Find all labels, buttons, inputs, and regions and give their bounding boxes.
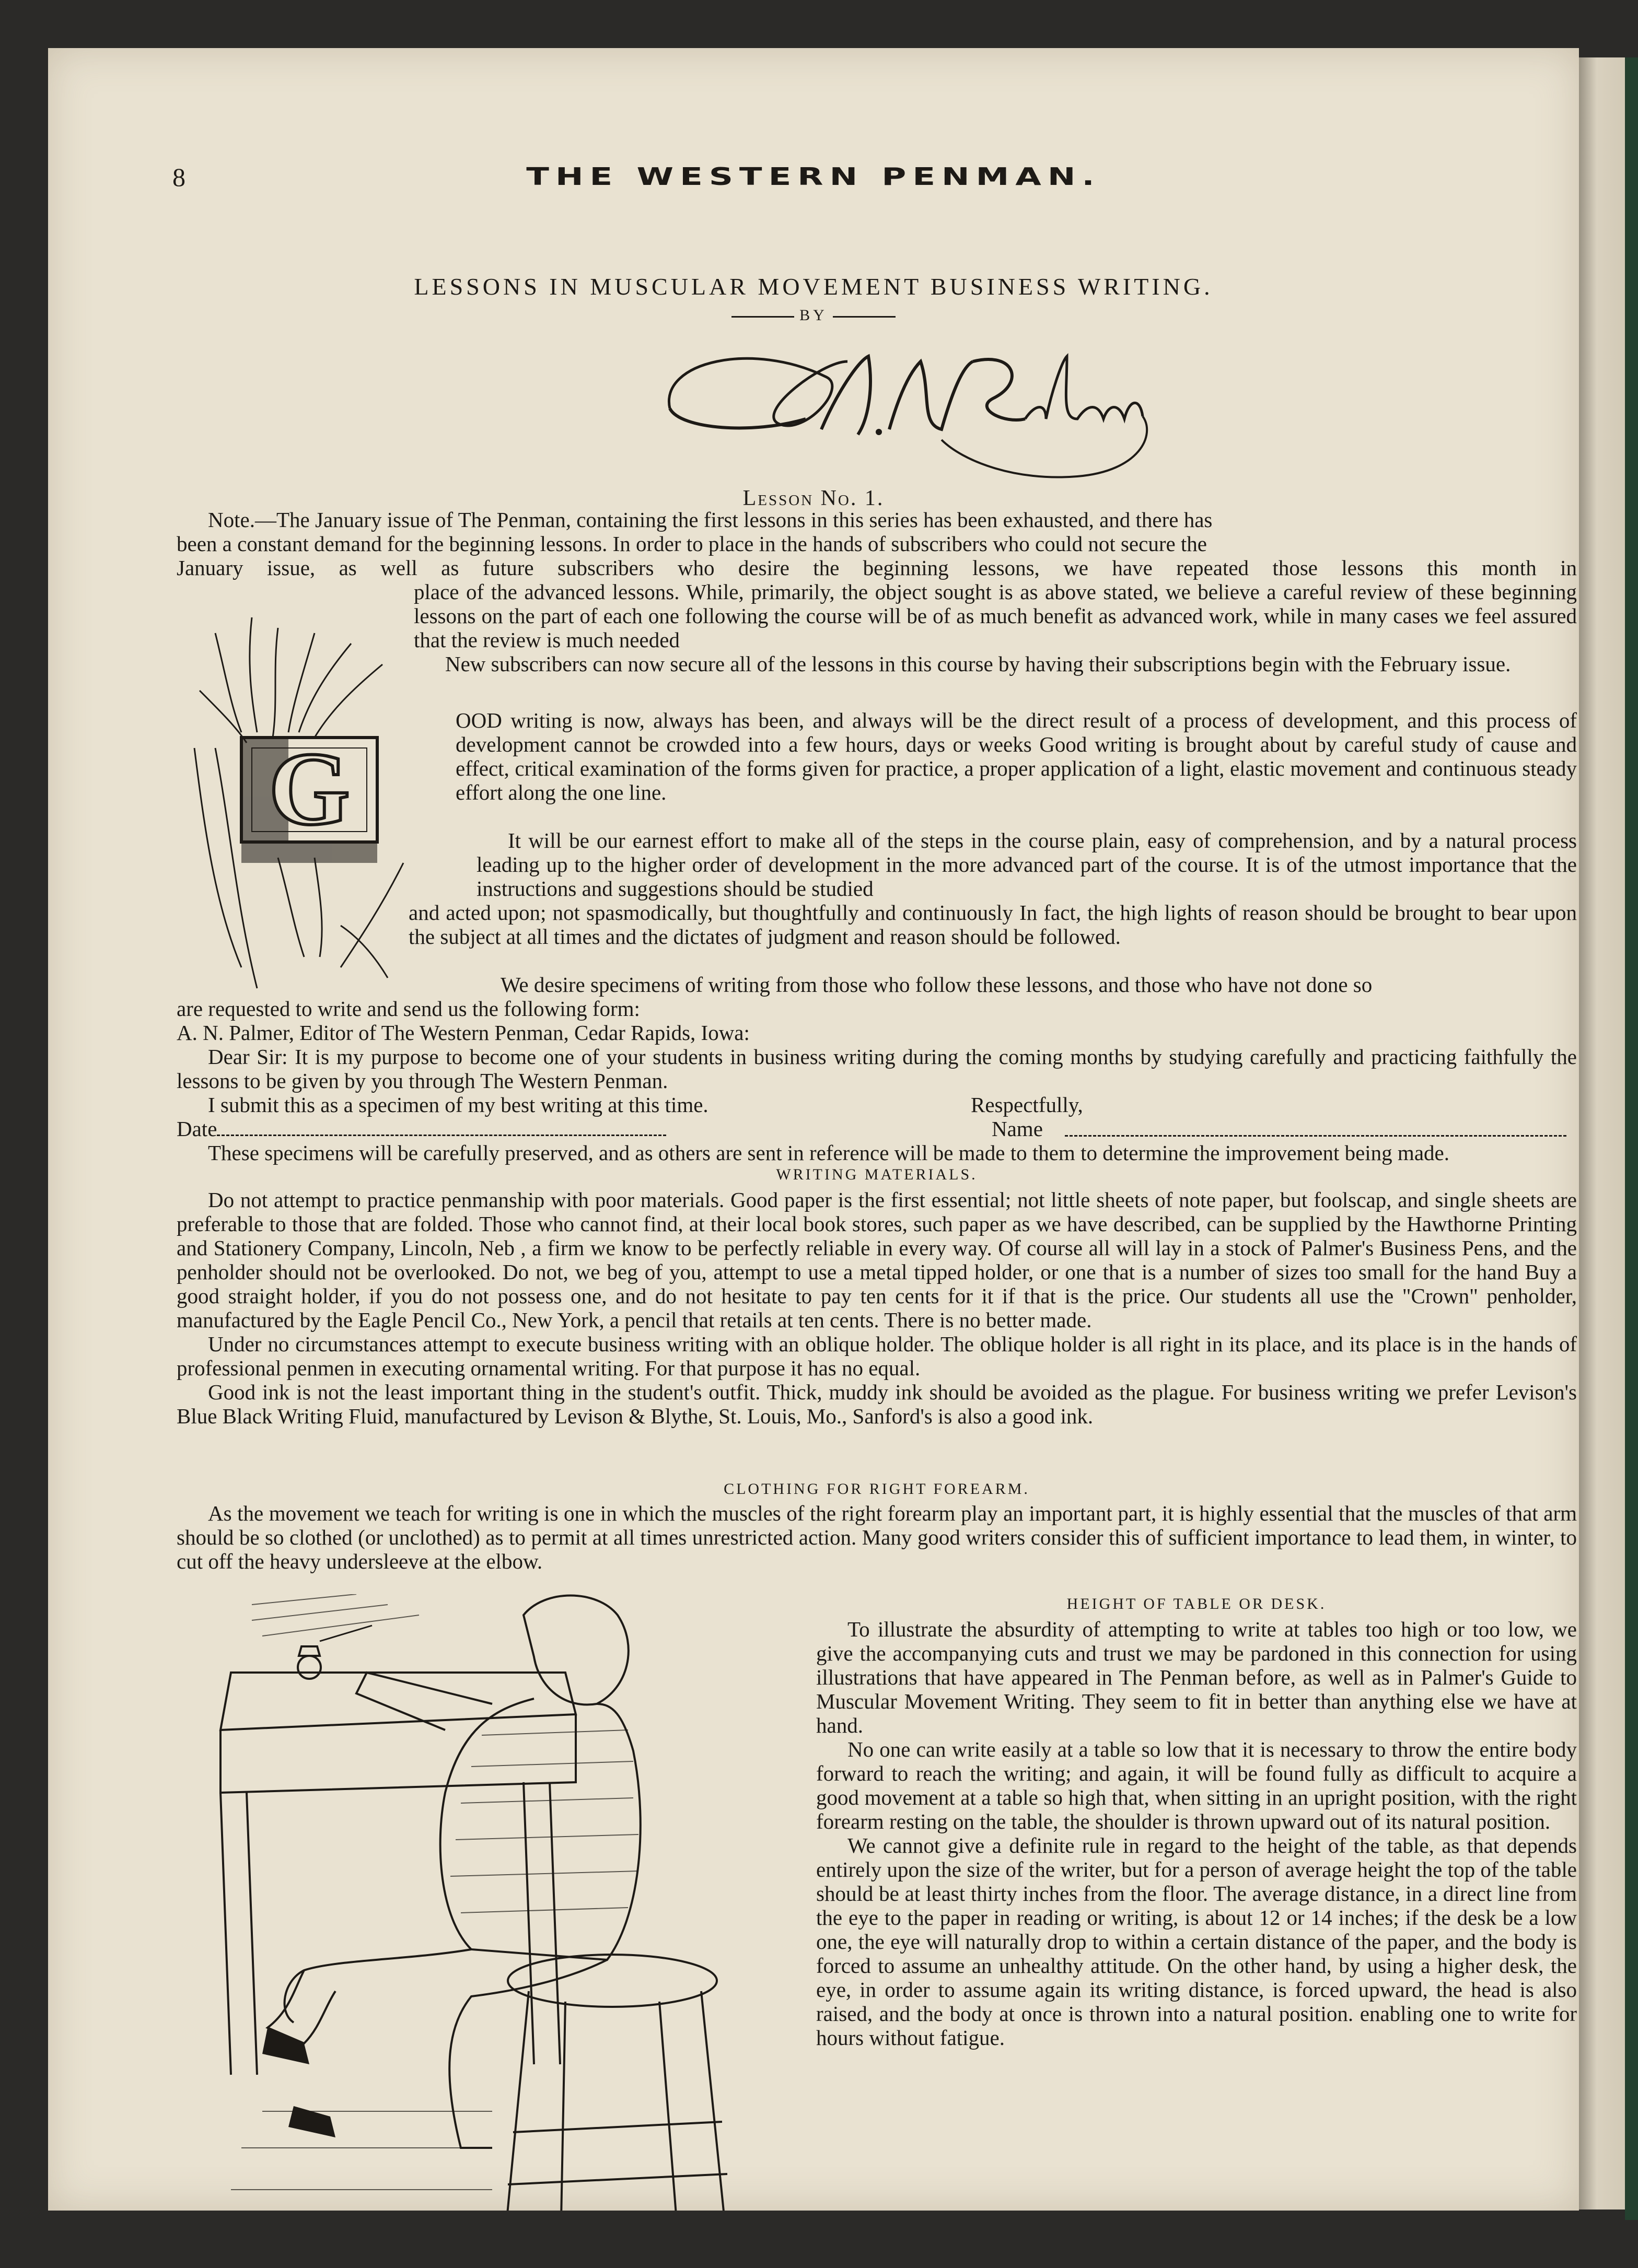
note-paragraph <box>177 508 1577 580</box>
request-line-1: We desire specimens of writing from those who follow these lessons, and those who have not done so <box>501 973 1373 997</box>
note-line-1: Note.—The January issue of The Penman, containing the first lessons in this series has been exhausted, and there has <box>208 508 1213 532</box>
form-respectfully: Respectfully, <box>971 1093 1083 1117</box>
form-submit-text: I submit this as a specimen of my best writing at this time. <box>208 1093 708 1117</box>
clothing-section <box>177 1501 1577 1573</box>
height-paragraph-3: We cannot give a definite rule in regard to the height of the table, as that depends entirely upon the size of the writer, but for a person of average height the top of the table should be at least thirty inches from the floor. The average distance, in a direct line from the eye to the paper in reading or writing, is about 12 or 14 inches; if the desk be a low one, the eye will naturally drop to within a certain distance of the paper, and the body is forced to assume an unhealthy attitude. On the other hand, by using a higher desk, the eye, in order to assume again its writing distance, is forced upward, the head is also raised, and the body at once is thrown into a natural position. enabling one to write for hours without fatigue. <box>816 1833 1577 2050</box>
note-wrapped-text <box>414 580 1577 676</box>
ornamental-initial-letter: G <box>269 731 350 847</box>
book-cover-edge <box>1625 57 1638 2220</box>
writing-materials-section <box>177 1188 1577 1428</box>
specimen-form-section <box>177 973 1577 1165</box>
byline <box>48 307 1579 324</box>
byline-rule-right <box>833 316 896 318</box>
clothing-paragraph: As the movement we teach for writing is one in which the muscles of the right forearm play an important part, it is highly essential that the muscles of that arm should be so clothed (or unclothed) as to permit at all times unrestricted action. Many good writers consider this of sufficient importance to lead them, in winter, to cut off the heavy undersleeve at the elbow. <box>177 1501 1577 1573</box>
intro-paragraph-2 <box>477 828 1577 901</box>
intro-paragraph-2-continued <box>409 901 1577 949</box>
intro-paragraph-1 <box>456 708 1577 804</box>
clothing-heading: CLOTHING FOR RIGHT FOREARM. <box>724 1480 1030 1498</box>
height-of-table-heading: HEIGHT OF TABLE OR DESK. <box>1066 1595 1327 1612</box>
boy-writing-at-low-desk-illustration <box>200 1594 827 2211</box>
ornamental-initial-g-illustration <box>184 612 424 1009</box>
new-subscribers-paragraph: New subscribers can now secure all of the lessons in this course by having their subscriptions begin with the February issue. <box>445 652 1511 676</box>
masthead: THE WESTERN PENMAN. <box>526 163 1101 191</box>
form-date-name-line <box>177 1117 1577 1141</box>
form-date-blank <box>217 1134 666 1136</box>
request-line-2: are requested to write and send us the following form: <box>177 997 640 1021</box>
specimens-preserved-paragraph: These specimens will be carefully preserved, and as others are sent in reference will be made to them to determine the improvement being made. <box>208 1141 1449 1165</box>
note-line-3: January issue, as well as future subscribers who desire the beginning lessons, we have repeated those lessons this month in <box>177 556 1577 580</box>
writing-materials-heading: WRITING MATERIALS. <box>776 1166 978 1183</box>
note-continued: place of the advanced lessons. While, primarily, the object sought is as above stated, we believe a careful review of these beginning lessons on the part of each one following the course will be of as much benefit as advanced work, while in many cases we feel assured that the review is much needed <box>414 580 1577 652</box>
form-address: A. N. Palmer, Editor of The Western Penman, Cedar Rapids, Iowa: <box>177 1021 750 1045</box>
intro-paragraph-2-continued-text: and acted upon; not spasmodically, but thoughtfully and continuously In fact, the high lights of reason should be brought to bear upon the subject at all times and the dictates of judgment and reason should be followed. <box>409 901 1577 949</box>
page-number: 8 <box>172 162 185 192</box>
note-line-2: been a constant demand for the beginning lessons. In order to place in the hands of subscribers who could not secure the <box>177 532 1207 556</box>
article-title: LESSONS IN MUSCULAR MOVEMENT BUSINESS WRITING. <box>414 273 1213 300</box>
magazine-page <box>48 48 1579 2211</box>
intro-paragraph-1-text: OOD writing is now, always has been, and always will be the direct result of a process of development, and this process of development cannot be crowded into a few hours, days or weeks Good writing is brought about by careful study of cause and effect, critical examination of the forms given for practice, a proper application of a light, elastic movement and continuous steady effort along the one line. <box>456 708 1577 804</box>
lesson-number: Lesson No. 1. <box>742 486 885 510</box>
intro-paragraph-2-text: It will be our earnest effort to make all of the steps in the course plain, easy of comprehension, and by a natural process leading up to the higher order of development in the more advanced part of the course. It is of the utmost importance that the instructions and suggestions should be studied <box>477 828 1577 901</box>
height-of-table-section <box>816 1617 1577 2050</box>
form-dear-sir: Dear Sir: It is my purpose to become one of your students in business writing during the coming months by studying carefully and practicing faithfully the lessons to be given by you through The Western Penman. <box>177 1045 1577 1093</box>
form-name-blank <box>1065 1135 1566 1137</box>
writing-materials-paragraph-2: Under no circumstances attempt to execute business writing with an oblique holder. The oblique holder is all right in its place, and its place is in the hands of professional penmen in executing ornamental writing. For that purpose it has no equal. <box>177 1332 1577 1380</box>
author-signature <box>649 330 1161 487</box>
form-submit-line <box>177 1093 1577 1117</box>
writing-materials-paragraph-3: Good ink is not the least important thing in the student's outfit. Thick, muddy ink should be avoided as the plague. For business writing we prefer Levison's Blue Black Writing Fluid, manufactured by Levison & Blythe, St. Louis, Mo., Sanford's is also a good ink. <box>177 1380 1577 1428</box>
form-name-label: Name <box>992 1117 1043 1141</box>
form-date-label: Date <box>177 1117 217 1141</box>
writing-materials-paragraph-1: Do not attempt to practice penmanship with poor materials. Good paper is the first essential; not little sheets of note paper, but foolscap, and single sheets are preferable to those that are folded. Those who cannot find, at their local book stores, such paper as we have described, can be supplied by the Hawthorne Printing and Stationery Company, Lincoln, Neb , a firm we know to be perfectly reliable in every way. Of course all will lay in a stock of Palmer's Business Pens, and the penholder should not be overlooked. Do not, we beg of you, attempt to use a metal tipped holder, or one that is a number of sizes too small for the hand Buy a good straight holder, if you do not possess one, and do not hesitate to pay ten cents for it if that is the price. Our students all use the "Crown" penholder, manufactured by the Eagle Pencil Co., New York, a pencil that retails at ten cents. There is no better made. <box>177 1188 1577 1332</box>
byline-text: BY <box>799 307 828 324</box>
byline-rule-left <box>731 316 794 318</box>
height-paragraph-2: No one can write easily at a table so low that it is necessary to throw the entire body forward to reach the writing; and again, it will be found fully as difficult to acquire a good movement at a table so high that, when sitting in an upright position, with the right forearm resting on the table, the shoulder is thrown upward out of its natural position. <box>816 1737 1577 1833</box>
height-paragraph-1: To illustrate the absurdity of attempting to write at tables too high or too low, we give the accompanying cuts and trust we may be pardoned in this connection for using illustrations that have appeared in The Penman before, as well as in Palmer's Guide to Muscular Movement Writing. They seem to fit in better than anything else we have at hand. <box>816 1617 1577 1737</box>
